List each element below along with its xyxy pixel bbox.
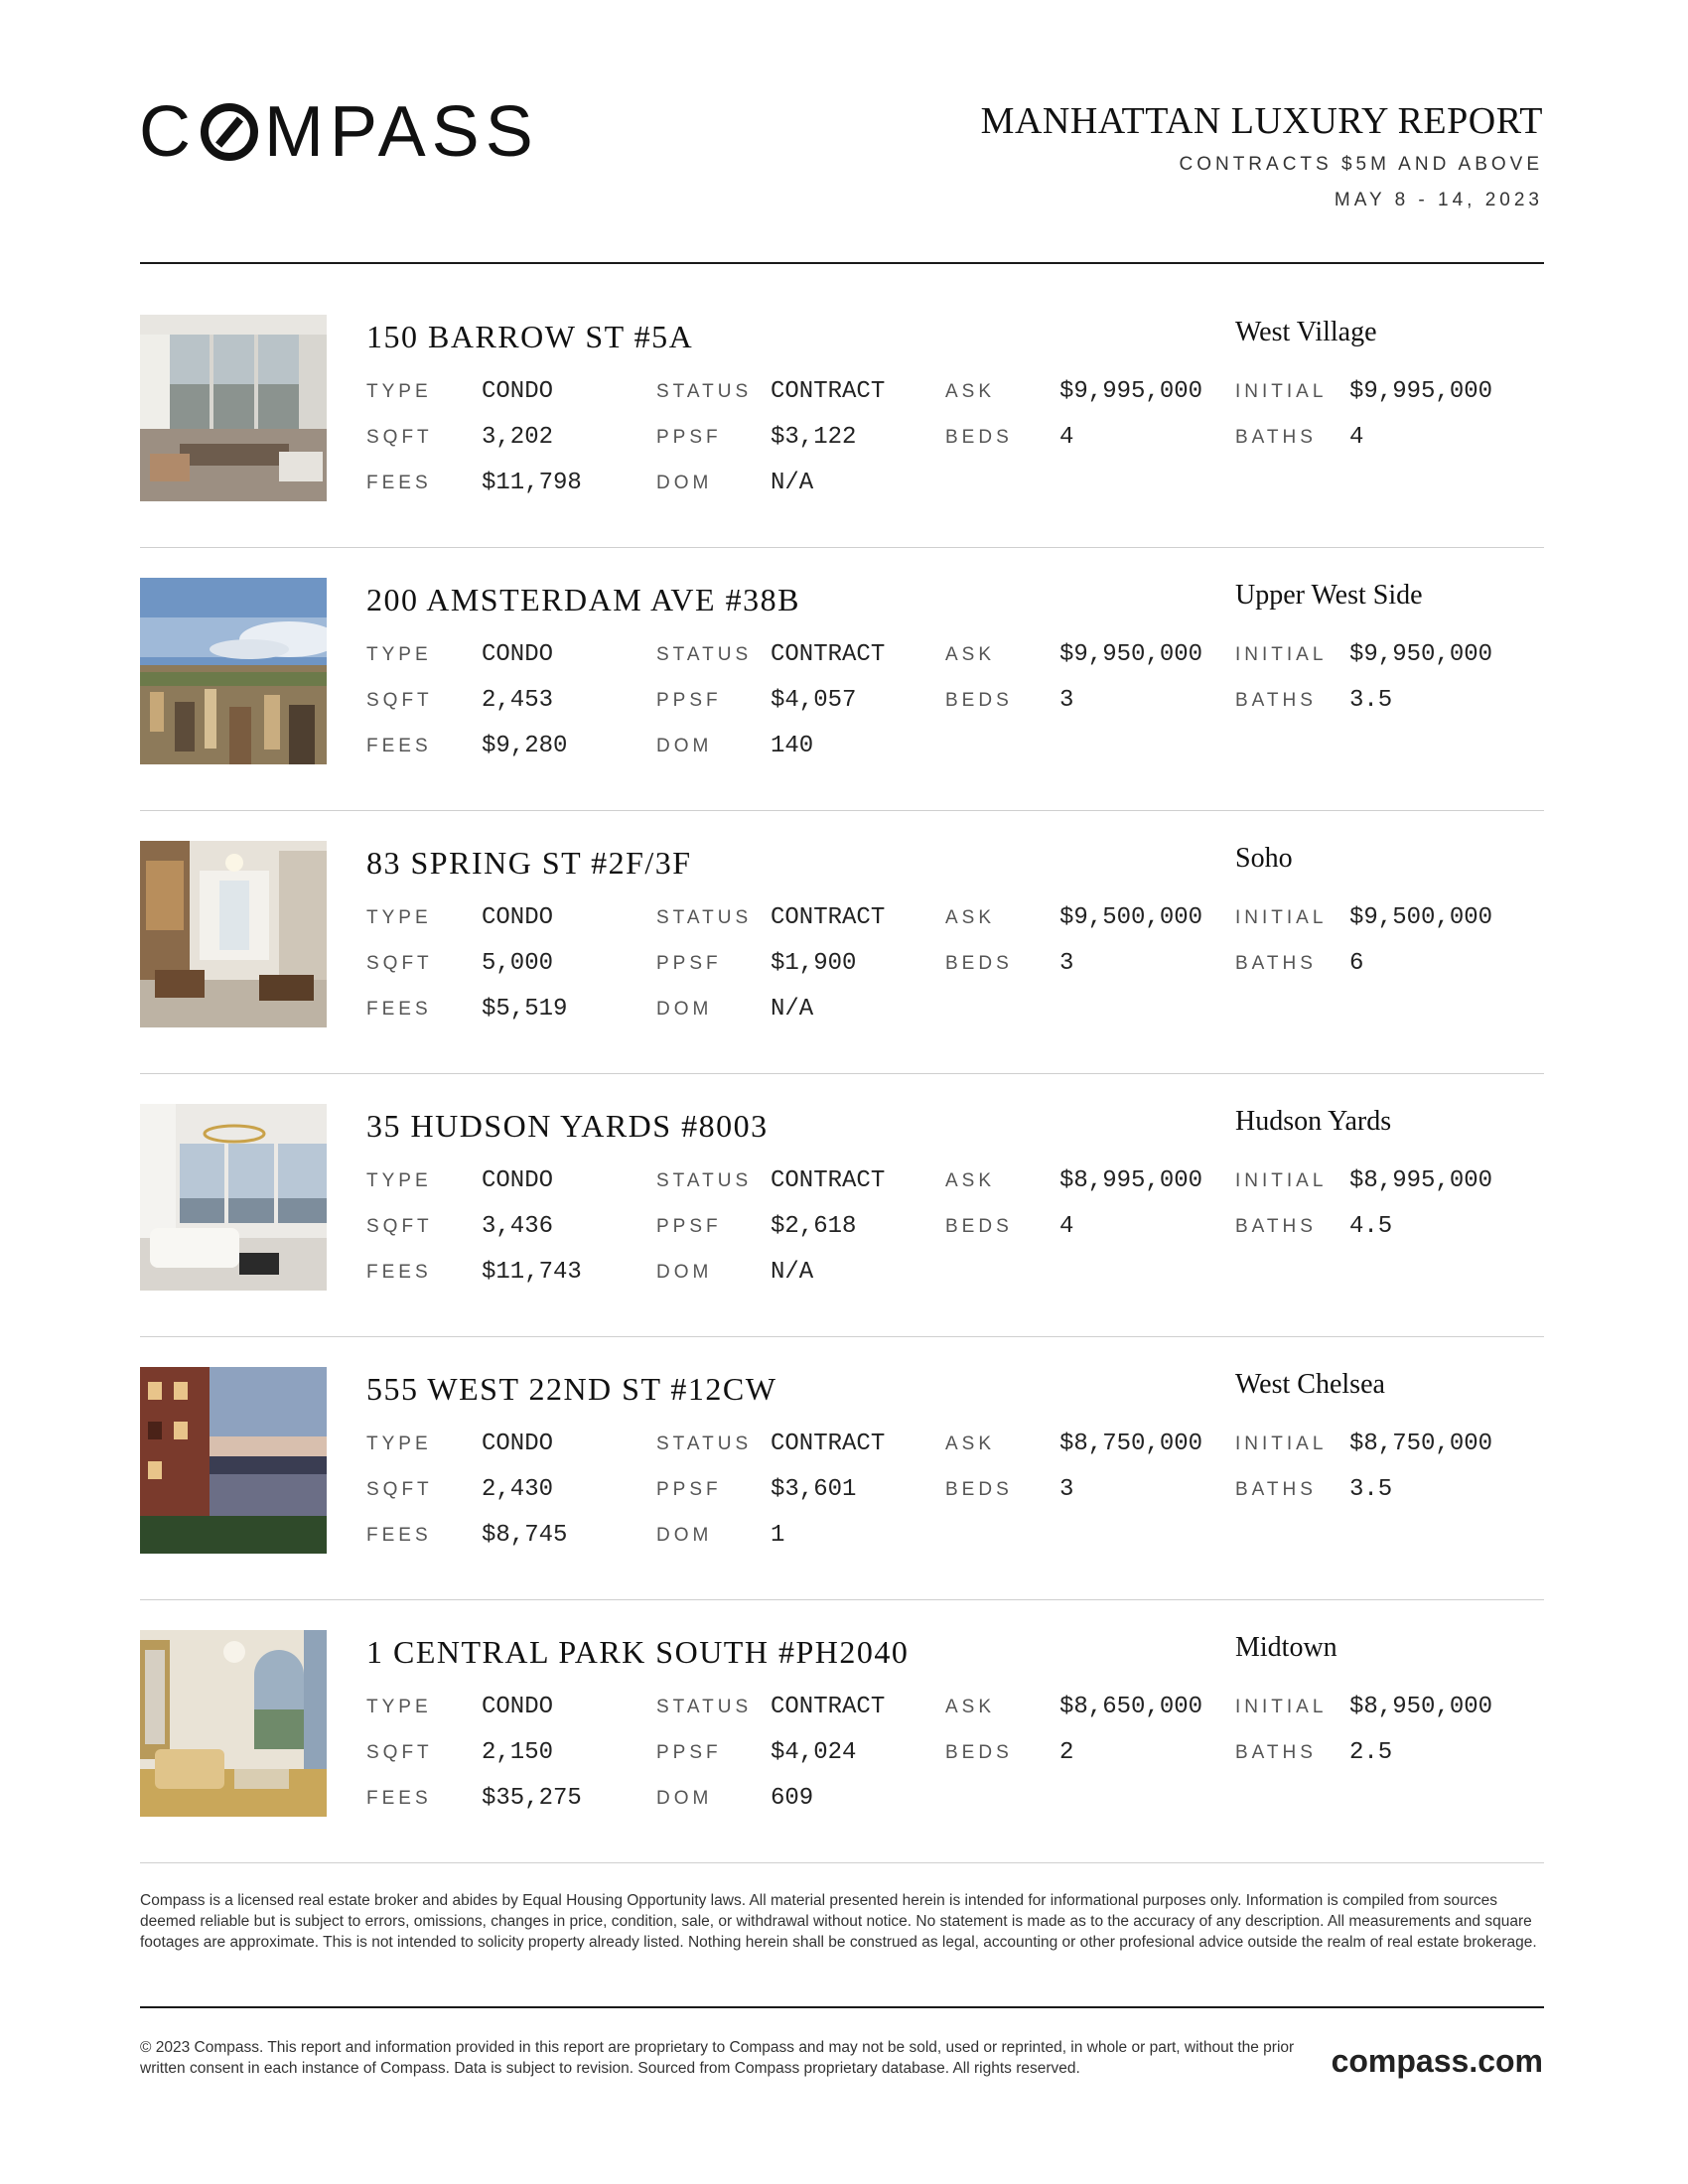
ask-label: ASK: [945, 1697, 996, 1717]
initial-value: $8,750,000: [1349, 1431, 1493, 1457]
sqft-value: 2,453: [482, 687, 554, 714]
dom-label: DOM: [656, 736, 713, 756]
status-value: CONTRACT: [771, 1167, 886, 1194]
status-value: CONTRACT: [771, 1431, 886, 1457]
beds-value: 4: [1059, 1213, 1074, 1240]
listing-neighborhood: Midtown: [1235, 1632, 1337, 1663]
fees-value: $11,743: [482, 1259, 582, 1286]
ppsf-value: $3,601: [771, 1476, 857, 1503]
fees-value: $35,275: [482, 1785, 582, 1812]
city-skyline-photo: [140, 578, 327, 764]
baths-value: 4: [1349, 424, 1364, 451]
dom-value: N/A: [771, 996, 814, 1023]
ppsf-label: PPSF: [656, 1742, 722, 1763]
type-value: CONDO: [482, 1431, 554, 1457]
listing-neighborhood: West Village: [1235, 317, 1377, 347]
fees-value: $8,745: [482, 1522, 568, 1549]
header-divider: [140, 262, 1544, 264]
dom-value: 1: [771, 1522, 785, 1549]
listing-row: [140, 315, 1544, 503]
fees-label: FEES: [366, 1262, 432, 1283]
status-value: CONTRACT: [771, 1694, 886, 1720]
listing-row: [140, 1367, 1544, 1556]
ppsf-value: $4,057: [771, 687, 857, 714]
ask-value: $9,950,000: [1059, 641, 1203, 668]
dom-label: DOM: [656, 1262, 713, 1283]
dom-label: DOM: [656, 1788, 713, 1809]
status-label: STATUS: [656, 1170, 753, 1191]
ppsf-value: $3,122: [771, 424, 857, 451]
baths-value: 3.5: [1349, 1476, 1393, 1503]
sqft-label: SQFT: [366, 1216, 433, 1237]
sqft-value: 2,430: [482, 1476, 554, 1503]
initial-label: INITIAL: [1235, 907, 1328, 928]
listing-address: 150 BARROW ST #5A: [366, 319, 694, 354]
listing-address: 35 HUDSON YARDS #8003: [366, 1108, 769, 1144]
listing-address: 200 AMSTERDAM AVE #38B: [366, 582, 800, 617]
fees-label: FEES: [366, 1788, 432, 1809]
dom-value: N/A: [771, 1259, 814, 1286]
report-title: MANHATTAN LUXURY REPORT: [980, 100, 1543, 142]
footer-divider: [140, 2006, 1544, 2008]
sqft-label: SQFT: [366, 427, 433, 448]
type-label: TYPE: [366, 1170, 432, 1191]
initial-value: $9,950,000: [1349, 641, 1493, 668]
report-date-range: MAY 8 - 14, 2023: [1334, 190, 1543, 210]
ask-label: ASK: [945, 1433, 996, 1454]
type-label: TYPE: [366, 381, 432, 402]
baths-value: 4.5: [1349, 1213, 1393, 1240]
initial-label: INITIAL: [1235, 644, 1328, 665]
sqft-value: 3,436: [482, 1213, 554, 1240]
initial-value: $8,950,000: [1349, 1694, 1493, 1720]
dom-label: DOM: [656, 473, 713, 493]
beds-value: 3: [1059, 1476, 1074, 1503]
ask-label: ASK: [945, 644, 996, 665]
ask-label: ASK: [945, 381, 996, 402]
baths-label: BATHS: [1235, 690, 1317, 711]
ask-value: $9,995,000: [1059, 378, 1203, 405]
dom-value: 140: [771, 733, 814, 759]
listing-row: [140, 578, 1544, 766]
listing-divider: [140, 1336, 1544, 1337]
ppsf-label: PPSF: [656, 427, 722, 448]
compass-logo: C MPASS: [139, 92, 539, 172]
type-value: CONDO: [482, 641, 554, 668]
sqft-value: 2,150: [482, 1739, 554, 1766]
type-value: CONDO: [482, 378, 554, 405]
sqft-value: 3,202: [482, 424, 554, 451]
fees-label: FEES: [366, 473, 432, 493]
beds-label: BEDS: [945, 1479, 1013, 1500]
listing-neighborhood: West Chelsea: [1235, 1369, 1385, 1400]
report-subtitle: CONTRACTS $5M AND ABOVE: [1179, 154, 1543, 175]
listing-neighborhood: Upper West Side: [1235, 580, 1423, 611]
initial-label: INITIAL: [1235, 381, 1328, 402]
baths-label: BATHS: [1235, 427, 1317, 448]
sqft-label: SQFT: [366, 1479, 433, 1500]
compass-o-mark-icon: [201, 103, 258, 161]
initial-value: $8,995,000: [1349, 1167, 1493, 1194]
fees-value: $5,519: [482, 996, 568, 1023]
ppsf-value: $2,618: [771, 1213, 857, 1240]
dom-value: 609: [771, 1785, 814, 1812]
status-label: STATUS: [656, 1697, 753, 1717]
ask-value: $8,995,000: [1059, 1167, 1203, 1194]
initial-value: $9,500,000: [1349, 904, 1493, 931]
sqft-label: SQFT: [366, 690, 433, 711]
listing-row: [140, 1104, 1544, 1293]
type-value: CONDO: [482, 1167, 554, 1194]
penthouse-living-photo: [140, 1104, 327, 1291]
fees-value: $9,280: [482, 733, 568, 759]
sqft-value: 5,000: [482, 950, 554, 977]
status-value: CONTRACT: [771, 378, 886, 405]
ask-value: $8,650,000: [1059, 1694, 1203, 1720]
beds-label: BEDS: [945, 1216, 1013, 1237]
ask-label: ASK: [945, 907, 996, 928]
fees-label: FEES: [366, 736, 432, 756]
status-label: STATUS: [656, 644, 753, 665]
listing-row: [140, 1630, 1544, 1819]
status-value: CONTRACT: [771, 904, 886, 931]
ask-label: ASK: [945, 1170, 996, 1191]
status-value: CONTRACT: [771, 641, 886, 668]
classic-salon-photo: [140, 1630, 327, 1817]
ppsf-label: PPSF: [656, 1216, 722, 1237]
initial-value: $9,995,000: [1349, 378, 1493, 405]
dom-label: DOM: [656, 1525, 713, 1546]
legal-disclaimer: Compass is a licensed real estate broker and abides by Equal Housing Opportunity laws. All material presented herein is intended for informational purposes only. Information is compiled from sources deemed reliable but is subject to errors, omissions, changes in price, condition, sale, or withdrawal without notice. No statement is made as to the accuracy of any description. All measurements and square footages are approximate. This is not intended to solicity property already listed. Nothing herein shall be construed as legal, accounting or other profesional advice outside the realm of real estate brokerage.: [140, 1892, 1537, 1951]
sqft-label: SQFT: [366, 1742, 433, 1763]
dom-value: N/A: [771, 470, 814, 496]
ppsf-value: $4,024: [771, 1739, 857, 1766]
baths-value: 3.5: [1349, 687, 1393, 714]
sqft-label: SQFT: [366, 953, 433, 974]
ppsf-label: PPSF: [656, 690, 722, 711]
fees-value: $11,798: [482, 470, 582, 496]
ppsf-label: PPSF: [656, 1479, 722, 1500]
status-label: STATUS: [656, 1433, 753, 1454]
listing-divider: [140, 1862, 1544, 1863]
listing-address: 555 WEST 22ND ST #12CW: [366, 1371, 777, 1407]
dom-label: DOM: [656, 999, 713, 1020]
listing-neighborhood: Hudson Yards: [1235, 1106, 1392, 1137]
ppsf-value: $1,900: [771, 950, 857, 977]
ask-value: $9,500,000: [1059, 904, 1203, 931]
beds-label: BEDS: [945, 953, 1013, 974]
baths-label: BATHS: [1235, 1742, 1317, 1763]
fees-label: FEES: [366, 999, 432, 1020]
listing-row: [140, 841, 1544, 1029]
fees-label: FEES: [366, 1525, 432, 1546]
beds-label: BEDS: [945, 1742, 1013, 1763]
loft-interior-photo: [140, 841, 327, 1027]
baths-value: 2.5: [1349, 1739, 1393, 1766]
baths-label: BATHS: [1235, 1479, 1317, 1500]
copyright-notice: © 2023 Compass. This report and information provided in this report are proprietary to Compass and may not be sold, used or reprinted, in whole or part, without the prior written consent in each instance of Compass. Data is subject to revision. Sourced from Compass proprietary database. All rights reserved.: [140, 2039, 1295, 2077]
beds-value: 3: [1059, 687, 1074, 714]
website-link[interactable]: compass.com: [1331, 2043, 1543, 2079]
river-view-photo: [140, 1367, 327, 1554]
baths-label: BATHS: [1235, 953, 1317, 974]
listing-divider: [140, 1073, 1544, 1074]
type-value: CONDO: [482, 1694, 554, 1720]
baths-value: 6: [1349, 950, 1364, 977]
status-label: STATUS: [656, 907, 753, 928]
type-label: TYPE: [366, 1697, 432, 1717]
beds-label: BEDS: [945, 427, 1013, 448]
ask-value: $8,750,000: [1059, 1431, 1203, 1457]
listing-divider: [140, 810, 1544, 811]
living-room-photo: [140, 315, 327, 501]
initial-label: INITIAL: [1235, 1170, 1328, 1191]
initial-label: INITIAL: [1235, 1433, 1328, 1454]
beds-value: 2: [1059, 1739, 1074, 1766]
beds-value: 3: [1059, 950, 1074, 977]
type-label: TYPE: [366, 907, 432, 928]
beds-value: 4: [1059, 424, 1074, 451]
ppsf-label: PPSF: [656, 953, 722, 974]
listing-divider: [140, 1599, 1544, 1600]
type-label: TYPE: [366, 1433, 432, 1454]
baths-label: BATHS: [1235, 1216, 1317, 1237]
type-value: CONDO: [482, 904, 554, 931]
initial-label: INITIAL: [1235, 1697, 1328, 1717]
listing-neighborhood: Soho: [1235, 843, 1293, 874]
status-label: STATUS: [656, 381, 753, 402]
listing-divider: [140, 547, 1544, 548]
listing-address: 1 CENTRAL PARK SOUTH #PH2040: [366, 1634, 910, 1670]
beds-label: BEDS: [945, 690, 1013, 711]
type-label: TYPE: [366, 644, 432, 665]
listing-address: 83 SPRING ST #2F/3F: [366, 845, 692, 881]
